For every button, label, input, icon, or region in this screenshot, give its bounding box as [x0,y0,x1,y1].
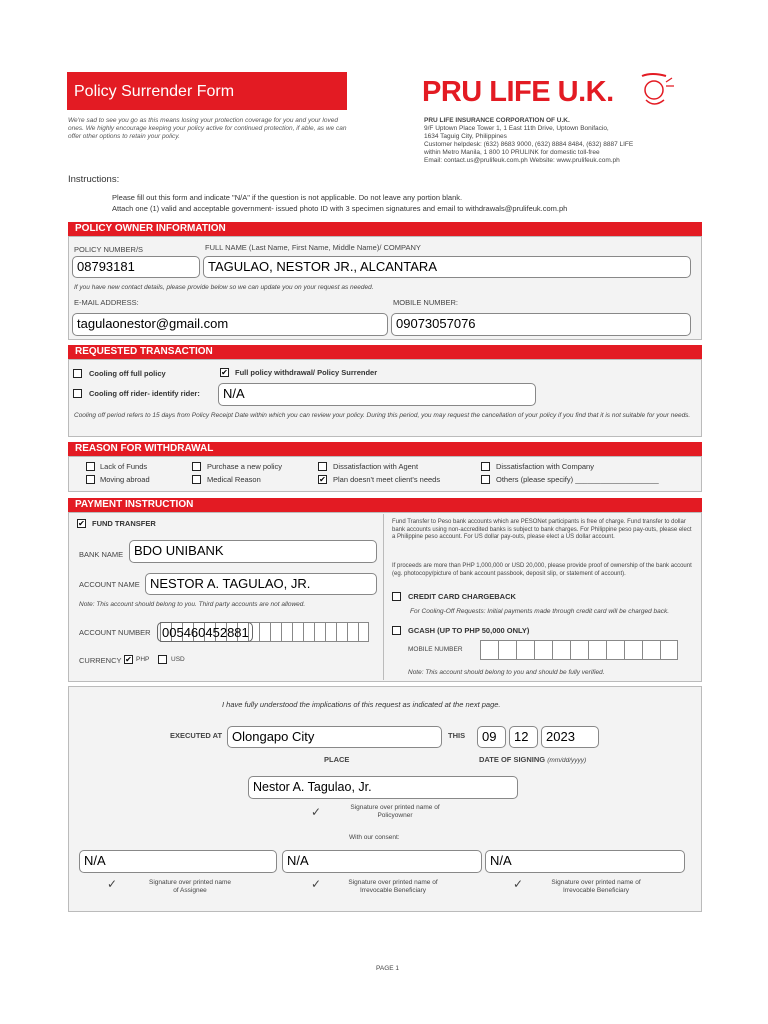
place-label: PLACE [324,755,350,764]
cooling-off-note: Cooling off period refers to 15 days from Policy Receipt Date within which you can review your policy. During this period, you may request the cancellation of your policy if you find that it is not suitable for your needs. [74,412,691,419]
account-number-input[interactable]: 005460452881 [157,622,253,642]
reason-new-policy-label: Purchase a new policy [207,462,283,471]
assignee-signature-input[interactable]: N/A [79,850,277,873]
gcash-checkbox[interactable] [392,626,401,635]
currency-usd-checkbox[interactable] [158,655,167,664]
policyowner-signature-input[interactable]: Nestor A. Tagulao, Jr. [248,776,518,799]
checkmark-icon: ✓ [311,877,322,891]
address-line: 9/F Uptown Place Tower 1, 1 East 11th Drive, Uptown Bonifacio, [424,125,609,132]
full-withdrawal-checkbox[interactable]: ✔ [221,368,228,377]
gcash-label: GCASH (UP TO PHP 50,000 ONLY) [408,626,530,635]
assignee-caption [128,879,252,895]
pru-lady-logo-icon [632,70,676,110]
month-input[interactable]: 09 [477,726,506,748]
mobile-label: MOBILE NUMBER: [393,298,459,307]
beneficiary-2-caption-line2: Irrevocable Beneficiary [562,887,630,894]
date-format-hint: (mm/dd/yyyy) [547,757,587,764]
instructions-line-2: Attach one (1) valid and acceptable government- issued photo ID with 3 specimen signatures and email to withdrawals@prulifeuk.com.ph [112,204,568,213]
cooling-off-rider-checkbox[interactable] [73,389,82,398]
third-party-note: Note: This account should belong to you. Third party accounts are not allowed. [79,601,306,608]
reason-others-label: Others (please specify) ____________________ [496,475,659,484]
beneficiary-1-signature-input[interactable]: N/A [282,850,482,873]
account-name-input[interactable]: NESTOR A. TAGULAO, JR. [145,573,377,595]
company-name: PRU LIFE INSURANCE CORPORATION OF U.K. [424,117,570,124]
executed-at-label: EXECUTED AT [170,731,223,740]
date-of-signing-text: DATE OF SIGNING [479,755,546,764]
payment-divider [383,514,384,680]
beneficiary-2-caption-line1: Signature over printed name of [551,879,641,886]
reason-new-policy-checkbox[interactable] [192,462,201,471]
reason-moving-abroad-label: Moving abroad [100,475,150,484]
address-line: within Metro Manila, 1 800 10 PRULINK for domestic toll-free [424,149,600,156]
full-name-label: FULL NAME (Last Name, First Name, Middle Name)/ COMPANY [205,243,421,252]
beneficiary-1-caption-line1: Signature over printed name of [348,879,438,886]
reason-lack-of-funds-checkbox[interactable] [86,462,95,471]
full-withdrawal-label: Full policy withdrawal/ Policy Surrender [235,368,378,377]
reason-agent-checkbox[interactable] [318,462,327,471]
email-label: E-MAIL ADDRESS: [74,298,139,307]
this-label: THIS [448,731,466,740]
checkmark-icon: ✓ [311,805,322,819]
bank-name-input[interactable]: BDO UNIBANK [129,540,377,563]
rider-input[interactable]: N/A [218,383,536,406]
reason-company-label: Dissatisfaction with Company [496,462,594,471]
intro-text: We're sad to see you go as this means losing your protection coverage for you and your loved ones. We highly encourage keeping your policy active for continued protection, if able, as we can offer other options to retain your policy. [68,117,347,140]
policyowner-caption-line1: Signature over printed name of [350,804,440,811]
cooling-off-full-checkbox[interactable] [73,369,82,378]
account-number-label: ACCOUNT NUMBER [79,628,151,637]
address-line: 1634 Taguig City, Philippines [424,133,507,140]
company-address [424,117,684,165]
place-input[interactable]: Olongapo City [227,726,442,748]
reason-others-checkbox[interactable] [481,475,490,484]
checkmark-icon: ✓ [107,877,118,891]
policyowner-caption [330,804,460,820]
address-line: Email: contact.us@prulifeuk.com.ph Website: www.prulifeuk.com.ph [424,157,620,164]
reason-medical-label: Medical Reason [207,475,261,484]
policyowner-caption-line2: Policyowner [377,812,413,819]
address-line: Customer helpdesk: (632) 8683 9000, (632) 8884 8484, (632) 8887 LIFE [424,141,634,148]
company-logo: PRU LIFE U.K. [422,76,614,108]
cooling-off-rider-label: Cooling off rider- identify rider: [89,389,200,398]
full-name-input[interactable]: TAGULAO, NESTOR JR., ALCANTARA [203,256,691,278]
section-header-reason: REASON FOR WITHDRAWAL [68,442,702,456]
reason-medical-checkbox[interactable] [192,475,201,484]
bank-name-label: BANK NAME [79,550,124,559]
gcash-note: Note: This account should belong to you and should be fully verified. [408,669,605,676]
fund-transfer-note-1: Fund Transfer to Peso bank accounts which are PESONet participants is free of charge. Fund transfer to dollar bank accounts using non-accredited banks is subject to bank charges. For Philippine peso pay-outs, please elect a Philippine peso account. For US dollar pay-outs, please elect a US dollar account. [392,519,692,540]
beneficiary-1-caption-line2: Irrevocable Beneficiary [359,887,427,894]
day-input[interactable]: 12 [509,726,538,748]
understanding-statement: I have fully understood the implications of this request as indicated at the next page. [222,700,501,709]
form-title: Policy Surrender Form [74,83,235,100]
section-header-payment: PAYMENT INSTRUCTION [68,498,702,512]
policy-number-input[interactable]: 08793181 [72,256,200,278]
contact-update-note: If you have new contact details, please provide below so we can update you on your request as needed. [74,284,374,291]
reason-moving-abroad-checkbox[interactable] [86,475,95,484]
currency-php-checkbox[interactable]: ✔ [125,655,132,664]
consent-label: With our consent: [349,834,400,841]
date-of-signing-label [479,755,586,764]
reason-agent-label: Dissatisfaction with Agent [333,462,419,471]
gcash-mobile-label: MOBILE NUMBER [408,646,463,653]
beneficiary-1-caption [328,879,458,895]
reason-company-checkbox[interactable] [481,462,490,471]
section-header-transaction: REQUESTED TRANSACTION [68,345,702,359]
reason-plan-needs-checkbox[interactable]: ✔ [319,475,326,484]
gcash-mobile-boxes[interactable] [480,640,678,660]
credit-card-label: CREDIT CARD CHARGEBACK [408,592,516,601]
beneficiary-2-caption [531,879,661,895]
checkmark-icon: ✓ [513,877,524,891]
form-title-banner [67,72,347,110]
beneficiary-2-signature-input[interactable]: N/A [485,850,685,873]
account-name-label: ACCOUNT NAME [79,580,140,589]
policy-number-label: POLICY NUMBER/S [74,245,144,254]
instructions-line-1: Please fill out this form and indicate "N/A" if the question is not applicable. Do not leave any portion blank. [112,193,463,202]
instructions-heading: Instructions: [68,174,120,185]
currency-php-label: PHP [136,656,150,663]
reason-lack-of-funds-label: Lack of Funds [100,462,148,471]
credit-card-checkbox[interactable] [392,592,401,601]
page-number: PAGE 1 [376,965,400,972]
year-input[interactable]: 2023 [541,726,599,748]
assignee-caption-line2: of Assignee [173,887,207,894]
email-input[interactable]: tagulaonestor@gmail.com [72,313,388,336]
fund-transfer-note-2: If proceeds are more than PHP 1,000,000 or USD 20,000, please provide proof of ownership of the bank account (eg. photocopy/picture of bank account passbook, deposit slip, or statement of account). [392,563,692,577]
section-header-policy-owner: POLICY OWNER INFORMATION [68,222,702,236]
fund-transfer-checkbox[interactable]: ✔ [78,519,85,528]
fund-transfer-label: FUND TRANSFER [92,519,156,528]
cooling-off-full-label: Cooling off full policy [89,369,166,378]
credit-card-note: For Cooling-Off Requests: Initial payments made through credit card will be charged back. [410,608,670,615]
mobile-input[interactable]: 09073057076 [391,313,691,336]
assignee-caption-line1: Signature over printed name [148,879,232,886]
reason-plan-needs-label: Plan doesn't meet client's needs [333,475,441,484]
currency-usd-label: USD [171,656,185,663]
currency-label: CURRENCY [79,656,122,665]
